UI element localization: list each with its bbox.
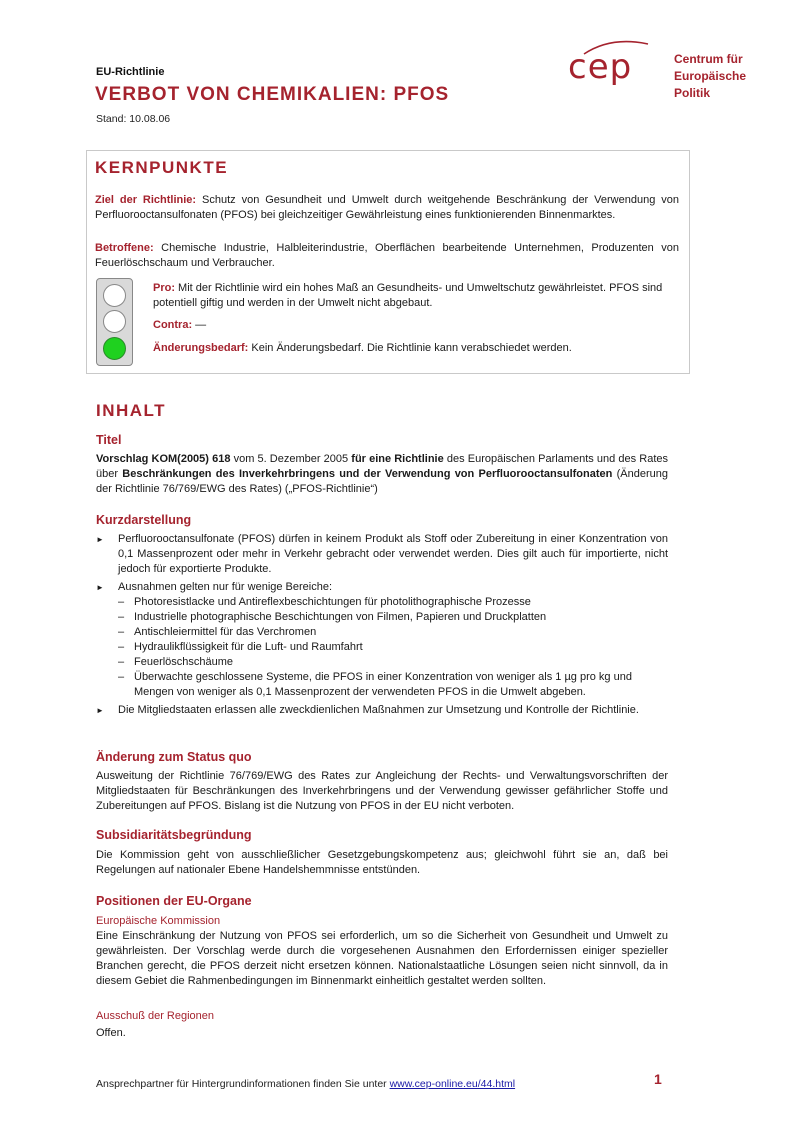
betroffene-paragraph [95,241,679,270]
inhalt-title: INHALT [96,401,167,420]
aenderungsbedarf-text: Kein Änderungsbedarf. Die Richtlinie kann verabschiedet werden. [248,342,572,354]
document-category: EU-Richtlinie [96,66,165,78]
bullet-text: Die Mitgliedstaaten erlassen alle zweckdienlichen Maßnahmen zur Umsetzung und Kontrolle der Richtlinie. [118,704,639,716]
bullet-text: Ausnahmen gelten nur für wenige Bereiche: [118,581,333,593]
titel-date: vom 5. Dezember 2005 [230,453,352,465]
logo-mark: cep [568,47,633,87]
logo-line-3: Politik [674,86,711,100]
page-number: 1 [654,1071,662,1087]
cep-logo [566,38,756,108]
betroffene-text: Chemische Industrie, Halbleiterindustrie, Oberflächen bearbeitende Unternehmen, Produzenten von Feuerlöschschaum und Verbraucher. [95,242,679,269]
subsidiaritaet-text: Die Kommission geht von ausschließlicher Gesetzgebungskompetenz aus; gleichwohl führt sie an, daß bei Regelungen auf nationaler Ebene Handelshemmnisse entstünden. [96,849,668,876]
document-date: Stand: 10.08.06 [96,113,171,125]
status-quo-heading: Änderung zum Status quo [96,750,252,764]
bullet-icon: ► [96,583,104,592]
titel-ref: Vorschlag KOM(2005) 618 [96,453,231,465]
footer [96,1077,515,1092]
footer-text: Ansprechpartner für Hintergrundinformationen finden Sie unter [96,1078,390,1090]
kernpunkte-title: KERNPUNKTE [95,158,229,177]
logo-line-2: Europäische [674,69,747,83]
titel-subject: Beschränkungen des Inverkehrbringens und der Verwendung von Perfluorooctansulfonaten [122,468,613,480]
titel-note: (Änderung der Richtlinie 76/769/EWG des Rates) („PFOS-Richtlinie“) [96,468,668,495]
traffic-light-icon [96,278,133,366]
ziel-text: Schutz von Gesundheit und Umwelt durch weitgehende Beschränkung der Verwendung von Perfluorooctansulfonaten (PFOS) bei gleichzeitiger Gewährleistung eines funktionierenden Binnenmarktes. [95,194,679,221]
footer-link[interactable]: www.cep-online.eu/44.html [389,1078,516,1090]
subsidiaritaet-heading: Subsidiaritätsbegründung [96,828,252,842]
bullet-icon: ► [96,706,104,715]
contra-label: Contra: [153,319,193,331]
titel-heading: Titel [96,433,122,447]
ziel-label: Ziel der Richtlinie: [95,194,197,206]
pro-label: Pro: [153,282,175,294]
document-title: VERBOT VON CHEMIKALIEN: PFOS [95,84,450,105]
titel-type: für eine Richtlinie [351,453,444,465]
bullet-icon: ► [96,535,104,544]
kurzdarstellung-heading: Kurzdarstellung [96,513,192,527]
ziel-paragraph [95,193,679,222]
logo-text [674,51,746,102]
titel-issuer: des Europäischen Parlaments und des Rates über [96,453,668,480]
logo-line-1: Centrum für [674,52,743,66]
contra-text: — [192,319,207,331]
positionen-heading: Positionen der EU-Organe [96,894,252,908]
status-quo-text: Ausweitung der Richtlinie 76/769/EWG des Rates zur Angleichung der Rechts- und Verwaltungsvorschriften der Mitgliedstaaten für Beschränkungen des Inverkehrbringens und der Verwendung gewisser gefährlicher Stoffe und Zubereitungen auf PFOS. Bislang ist die Nutzung von PFOS in der EU nicht verboten. [96,770,668,812]
aenderungsbedarf-paragraph [153,341,673,356]
aenderungsbedarf-label: Änderungsbedarf: [153,342,249,354]
regionen-text: Offen. [96,1027,126,1039]
betroffene-label: Betroffene: [95,242,154,254]
pro-text: Mit der Richtlinie wird ein hohes Maß an Gesundheits- und Umweltschutz gewährleistet. PFOS sind potentiell giftig und werden in der Umwelt nicht abgebaut. [153,282,663,309]
bullet-text: Perfluorooctansulfonate (PFOS) dürfen in keinem Produkt als Stoff oder Zubereitung in einer Konzentration von 0,1 Massenprozent oder mehr in Verkehr gebracht oder verwendet werden. Dies gilt auch für importierte, nicht jedoch für exportierte Produkte. [118,533,668,575]
titel-paragraph [96,452,668,497]
contra-paragraph [153,318,673,333]
kommission-text: Eine Einschränkung der Nutzung von PFOS sei erforderlich, um so die Sicherheit von Gesundheit und Umwelt zu gewährleisten. Der Vorschlag werde durch die vorgesehenen Ausnahmen den Erfordernissen einiger spezieller Branchen gerecht, die PFOS derzeit nicht ersetzen können. Nationalstaatliche Lösungen seien nicht sinnvoll, da in diesem Gebiet die Rahmenbedingungen im Binnenmarkt einheitlich gestaltet werden sollten. [96,930,668,987]
traffic-light-green [103,337,126,360]
pro-paragraph [153,281,673,310]
traffic-light-middle [103,310,126,333]
traffic-light-top [103,284,126,307]
regionen-heading: Ausschuß der Regionen [96,1010,215,1022]
kommission-heading: Europäische Kommission [96,915,221,927]
